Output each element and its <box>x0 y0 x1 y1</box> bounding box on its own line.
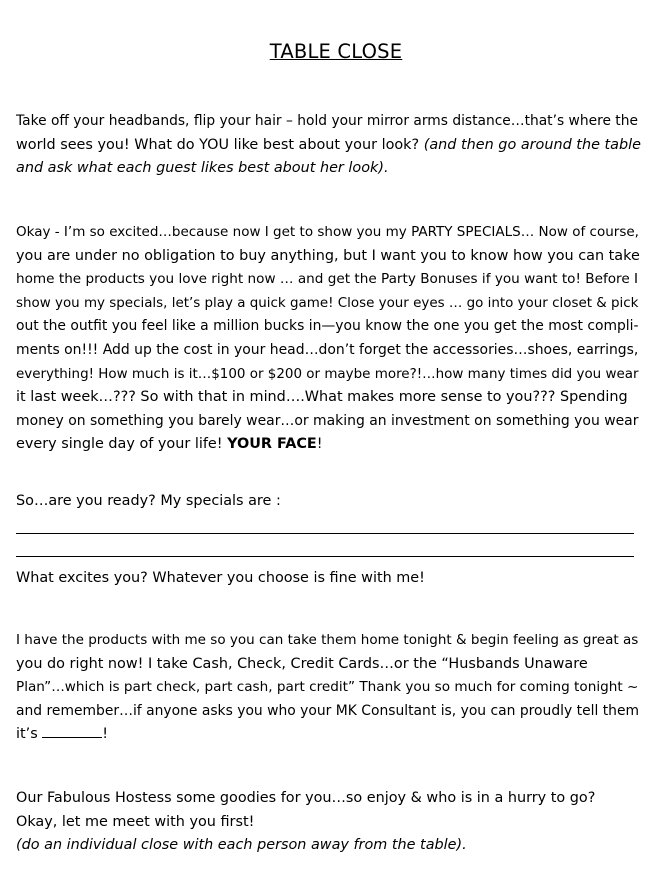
excites-paragraph <box>16 567 641 591</box>
products-line: Plan”…which is part check, part cash, part credit” Thank you so much for coming tonight ~ <box>16 679 639 696</box>
specials-line: you are under no obligation to buy anything, but I want you to know how you can take <box>16 247 640 264</box>
intro-paragraph <box>16 110 641 181</box>
intro-line-2-text: world sees you! What do YOU like best about your look? <box>16 136 424 153</box>
specials-blank-line-1 <box>16 533 634 534</box>
your-face-emphasis: YOUR FACE <box>227 436 317 453</box>
products-line: you do right now! I take Cash, Check, Credit Cards…or the “Husbands Unaware <box>16 655 588 672</box>
products-line: I have the products with me so you can take them home tonight & begin feeling as great as <box>16 632 639 648</box>
intro-line-1: Take off your headbands, flip your hair – hold your mirror arms distance…that’s where the <box>16 113 638 129</box>
ready-paragraph <box>16 490 641 514</box>
specials-paragraph <box>16 221 641 457</box>
specials-line: ments on!!! Add up the cost in your head…don’t forget the accessories…shoes, earrings, <box>16 341 639 358</box>
specials-last-text: every single day of your life! <box>16 436 228 453</box>
specials-line: money on something you barely wear…or making an investment on something you wear <box>16 412 639 429</box>
hostess-line-2: Okay, let me meet with you first! <box>16 813 255 830</box>
document-title: TABLE CLOSE <box>269 40 403 63</box>
products-last-end: ! <box>102 726 109 743</box>
products-line-last <box>16 723 641 747</box>
specials-last-end: ! <box>316 436 323 453</box>
hostess-line-1: Our Fabulous Hostess some goodies for you…so enjoy & who is in a hurry to go? <box>16 790 596 806</box>
hostess-line-3-instruction: (do an individual close with each person away from the table). <box>16 837 467 854</box>
products-line: and remember…if anyone asks you who your MK Consultant is, you can proudly tell them <box>16 702 640 719</box>
specials-line-last <box>16 433 641 457</box>
products-last-start: it’s <box>16 726 43 743</box>
specials-line: it last week…??? So with that in mind….What makes more sense to you??? Spending <box>16 389 628 406</box>
specials-line: everything! How much is it…$100 or $200 or maybe more?!…how many times did you wear <box>16 366 639 382</box>
consultant-name-blank <box>42 723 102 738</box>
excites-line: What excites you? Whatever you choose is fine with me! <box>16 570 425 586</box>
specials-line: out the outfit you feel like a million bucks in—you know the one you get the most compli- <box>16 318 639 335</box>
intro-line-2 <box>16 134 641 158</box>
specials-line: Okay - I’m so excited…because now I get to show you my PARTY SPECIALS… Now of course, <box>16 224 639 240</box>
specials-blank-line-2 <box>16 556 634 557</box>
intro-line-3-instruction: and ask what each guest likes best about her look). <box>16 160 389 177</box>
products-paragraph <box>16 629 641 747</box>
specials-line: show you my specials, let’s play a quick game! Close your eyes … go into your closet & pick <box>16 295 639 311</box>
intro-line-2-instruction: (and then go around the table <box>423 136 641 153</box>
specials-line: home the products you love right now … and get the Party Bonuses if you want to! Before I <box>16 271 639 288</box>
hostess-paragraph <box>16 787 641 858</box>
ready-line: So…are you ready? My specials are : <box>16 493 281 509</box>
